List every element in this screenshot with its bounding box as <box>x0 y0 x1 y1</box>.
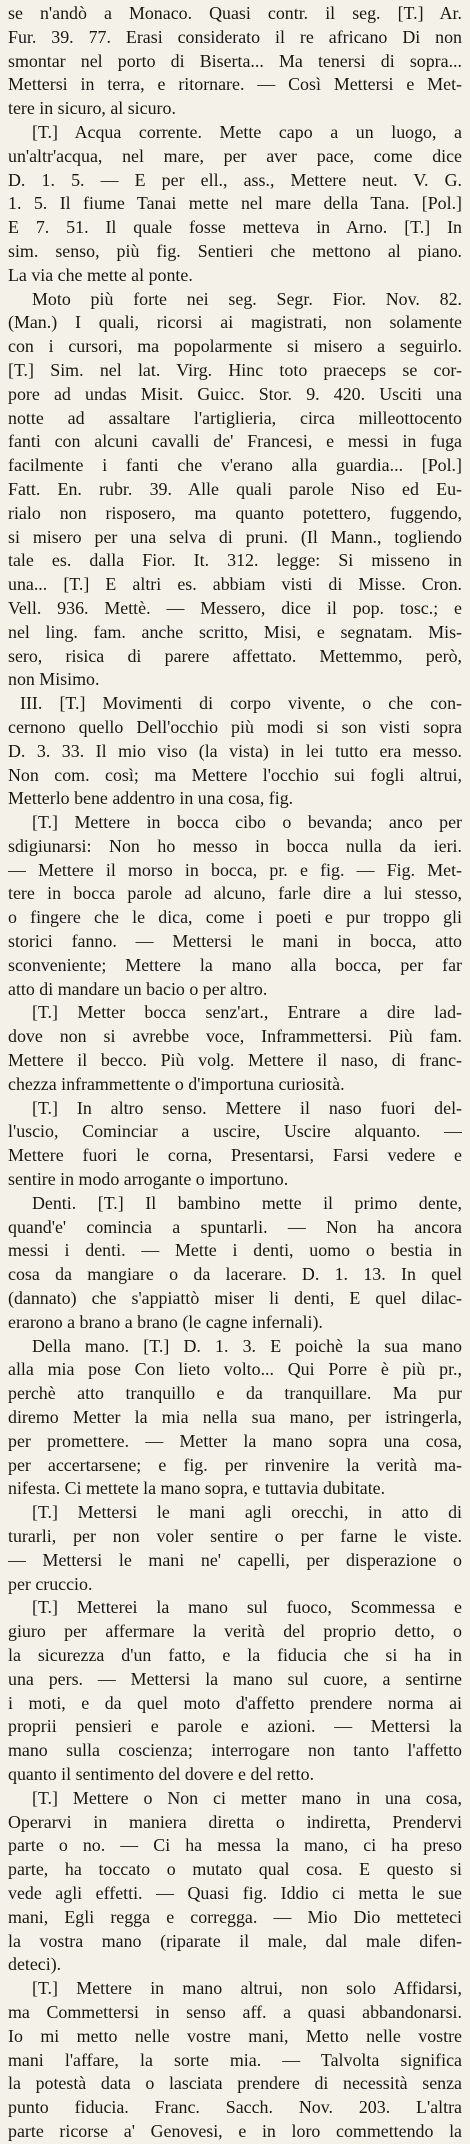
text-line: Moto più forte nei seg. Segr. Fior. Nov. 82. <box>32 288 462 309</box>
text-line: Vell. 936. Mettè. — Messero, dice il pop. tosc.; e <box>8 597 462 618</box>
text-line: fanti con alcuni cavalli de' Francesi, e messi in fuga <box>8 431 462 452</box>
text-line: quanto il sentimento del dovere e del retto. <box>8 1763 315 1784</box>
text-line: con i cursori, ma popolarmente si misero a seguirlo. <box>8 336 462 357</box>
text-line: per promettere. — Metter la mano sopra una cosa, <box>8 1430 462 1451</box>
text-line: diremo Metter la mia nella sua mano, per istringerla, <box>8 1407 462 1428</box>
text-line: Fatt. En. rubr. 39. Alle quali parole Niso ed Eu- <box>8 478 462 499</box>
text-line: mani l'affare, la sorte mia. — Talvolta significa <box>8 2049 462 2070</box>
text-line: non Misimo. <box>8 669 100 690</box>
text-line: [T.] Metter bocca senz'art., Entrare a dire lad- <box>32 1002 462 1023</box>
text-line: pore ad undas Misit. Guicc. Stor. 9. 420. Usciti una <box>8 383 462 404</box>
text-line: Mettersi in terra, e ritornare. — Così Mettersi e Met- <box>8 74 462 95</box>
text-line: parte o no. — Ci ha messa la mano, ci ha preso <box>8 1835 462 1856</box>
text-line: Della mano. [T.] D. 1. 3. E poichè la sua mano <box>32 1335 462 1356</box>
text-line: storici fanno. — Mettersi le mani in bocca, atto <box>8 931 462 952</box>
text-line: D. 3. 33. Il mio viso (la vista) in lei tutto era messo. <box>8 740 462 761</box>
text-line: la potestà data o lasciata prendere di necessità senza <box>8 2073 462 2094</box>
text-line: turarli, per non voler sentire o per farne le viste. <box>8 1526 462 1546</box>
text-line: cernono quello Dell'occhio più modi si son visti sopra <box>8 716 462 737</box>
text-line: III. [T.] Movimenti di corpo vivente, o che con- <box>20 693 462 714</box>
text-line: nel ling. fam. anche scritto, Misi, e segnatam. Mis- <box>8 621 462 642</box>
text-line: un'altr'acqua, nel mare, per aver pace, come dice <box>8 145 462 166</box>
text-line: Non com. così; ma Mettere l'occhio sui fogli altrui, <box>8 764 462 785</box>
text-line: se n'andò a Monaco. Quasi contr. il seg. [T.] Ar. <box>8 3 462 23</box>
text-line: cosa da mangiare o da lacerare. D. 1. 13. In quel <box>8 1264 462 1285</box>
text-line: [T.] Mettersi le mani agli orecchi, in atto di <box>32 1502 462 1523</box>
text-line: la sicurezza d'un fatto, e la fiducia che si ha in <box>8 1644 462 1665</box>
text-line: rialo non risposero, ma quanto potettero, fuggendo, <box>8 502 462 523</box>
text-line: 1. 5. Il fiume Tanai mette nel mare della Tana. [Pol.] <box>8 193 462 214</box>
text-line: erarono a brano a brano (le cagne infernali). <box>8 1311 323 1332</box>
text-line: Denti. [T.] Il bambino mette il primo dente, <box>32 1192 462 1213</box>
text-line: mani, Egli regga e corregga. — Mio Dio metteteci <box>8 1906 462 1927</box>
text-line: [T.] In altro senso. Mettere il naso fuori del- <box>32 1097 462 1118</box>
text-line: parte ricorse a' Genovesi, e in loro commettendo la <box>8 2120 462 2141</box>
text-line: (Man.) I quali, ricorsi ai magistrati, non solamente <box>8 312 462 333</box>
text-line: l'uscio, Cominciar a uscire, Uscire alquanto. — <box>8 1121 462 1142</box>
text-line: parte, ha toccato o mutato qual cosa. E questo si <box>8 1859 462 1880</box>
text-line: Mettere fuori le corna, Presentarsi, Farsi vedere e <box>8 1145 462 1166</box>
text-line: [T.] Mettere in mano altrui, non solo Affidarsi, <box>32 1978 462 1999</box>
text-line: [T.] Mettere in bocca cibo o bevanda; anco per <box>32 812 462 833</box>
text-line: per accertarsene; e fig. per rinvenire la verità ma- <box>8 1454 462 1475</box>
text-line: messi i denti. — Mette i denti, uomo o bestia in <box>8 1240 462 1261</box>
text-line: o fingere che le dica, come i poeti e pur troppo gli <box>8 907 462 928</box>
text-line: E 7. 51. Il quale fosse metteva in Arno. [T.] In <box>8 217 462 238</box>
text-line: Operarvi in maniera diretta o indiretta, Prendervi <box>8 1811 462 1832</box>
text-line: i moti, e da quel moto d'affetto prendere norma ai <box>8 1692 462 1713</box>
text-line: sdigiunarsi: Non ho messo in bocca nulla da ieri. <box>8 835 462 856</box>
text-line: facilmente i fanti che v'erano alla guardia... [Pol.] <box>8 455 462 476</box>
text-line: Mettere il becco. Più volg. Mettere il naso, di franc- <box>8 1050 462 1071</box>
text-line: Io mi metto nelle vostre mani, Metto nelle vostre <box>8 2025 462 2046</box>
text-line: mano sulla coscienza; interrogare non tanto l'affetto <box>8 1740 462 1761</box>
text-line: atto di mandare un bacio o per altro. <box>8 978 268 999</box>
text-line: Fur. 39. 77. Erasi considerato il re africano Di non <box>8 26 462 47</box>
text-line: (dannato) che s'appiattò miser li denti, E quel dilac- <box>8 1288 462 1309</box>
text-line: La via che mette al ponte. <box>8 264 193 285</box>
text-line: [T.] Acqua corrente. Mette capo a un luogo, a <box>32 121 462 142</box>
text-line: tere in sicuro, al sicuro. <box>8 98 176 119</box>
text-line: quand'e' comincia a spuntarli. — Non ha ancora <box>8 1216 462 1237</box>
text-line: la vostra mano (riparate il male, dal male difen- <box>8 1930 462 1951</box>
text-line: D. 1. 5. — E per ell., ass., Mettere neut. V. G. <box>8 169 462 190</box>
text-line: proprii pensieri e parole e azioni. — Mettersi la <box>8 1716 462 1737</box>
text-line: deteci). <box>8 1954 62 1975</box>
text-line: una pers. — Mettersi la mano sul cuore, a sentirne <box>8 1668 462 1689</box>
text-line: perchè atto tranquillo e da tranquillare. Ma pur <box>8 1383 462 1404</box>
text-line: si misero per una selva di pruni. (Il Mann., togliendo <box>8 526 462 547</box>
text-line: una... [T.] E altri es. abbiam visti di Misse. Cron. <box>8 574 462 595</box>
text-line: — Mettere il morso in bocca, pr. e fig. — Fig. Met- <box>8 859 462 880</box>
text-line: tere in bocca parole ad alcuno, farle dire a lui stesso, <box>8 883 462 904</box>
text-line: sconveniente; Mettere la mano alla bocca, per far <box>8 954 462 975</box>
text-line: [T.] Metterei la mano sul fuoco, Scommessa e <box>32 1597 462 1618</box>
text-line: punto fiducia. Franc. Sacch. Nov. 203. L'altra <box>8 2097 462 2118</box>
text-line: ma Commettersi in senso aff. a quasi abbandonarsi. <box>8 2001 462 2022</box>
text-line: notte ad assaltare l'artiglieria, circa milleottocento <box>8 407 462 428</box>
text-line: nifesta. Ci mettete la mano sopra, e tuttavia dubitate. <box>8 1478 386 1499</box>
text-line: sentire in modo arrogante o importuno. <box>8 1169 289 1190</box>
text-line: [T.] Mettere o Non ci metter mano in una cosa, <box>32 1787 462 1808</box>
text-line: chezza inframmettente o d'importuna curiosità. <box>8 1073 345 1094</box>
text-line: — Mettersi le mani ne' capelli, per disperazione o <box>8 1549 462 1570</box>
text-line: sim. senso, più fig. Sentieri che mettono al piano. <box>8 240 462 261</box>
text-line: [T.] Sim. nel lat. Virg. Hinc toto praeceps se cor- <box>8 359 462 380</box>
text-line: sero, risica di parere affettato. Mettemmo, però, <box>8 645 462 666</box>
text-line: vede agli effetti. — Quasi fig. Iddio ci metta le sue <box>8 1882 462 1903</box>
text-line: smontar nel porto di Biserta... Ma tenersi di sopra... <box>8 50 462 71</box>
text-line: giuro per affermare la verità del proprio detto, o <box>8 1621 462 1642</box>
text-line: per cruccio. <box>8 1573 93 1594</box>
text-line: dove non si avrebbe voce, Inframmettersi. Più fam. <box>8 1026 462 1047</box>
text-line: Metterlo bene addentro in una cosa, fig. <box>8 788 294 809</box>
text-line: tale es. dalla Fior. It. 312. legge: Si misseno in <box>8 550 462 571</box>
text-line: alla mia pose Con lieto volto... Qui Porre è più pr., <box>8 1359 462 1380</box>
